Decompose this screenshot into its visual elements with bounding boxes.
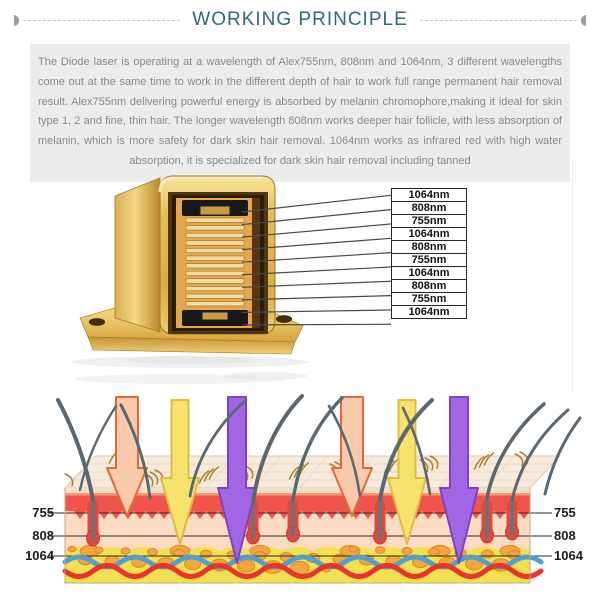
depth-label-755-right: 755 [554, 505, 576, 520]
wavelength-box: 808nm [391, 279, 467, 293]
hair-follicle [87, 499, 100, 546]
depth-label-1064-right: 1064 [554, 548, 583, 563]
hair-follicle [287, 499, 300, 542]
mounting-hole-right [277, 316, 292, 322]
hair-follicle [481, 499, 494, 543]
wavelength-box: 1064nm [391, 266, 467, 280]
laser-module-illustration [0, 168, 600, 368]
skin-diagram [0, 372, 600, 600]
wavelength-box: 755nm [391, 253, 467, 267]
depth-label-808-left: 808 [32, 528, 54, 543]
description-text: The Diode laser is operating at a wavelength of Alex755nm, 808nm and 1064nm, 3 different wavelengths come out at the same time to work in the different depth of hair to work full range permanent hair removal result. Alex755nm delivering powerful energy is absorbed by melanin chromophore,making it ideal for skin type 1, 2 and fine, thin hair. The longer wavelength 808nm works deeper hair follicle, with less absorption of melanin, which is more safety for dark skin hair removal. 1064nm works as infrared red with high water absorption, it is specialized for dark skin hair removal including tanned [38, 56, 562, 167]
wavelength-box: 808nm [391, 201, 467, 215]
depth-label-808-right: 808 [554, 528, 576, 543]
depth-label-1064-left: 1064 [25, 548, 54, 563]
wavelength-box: 808nm [391, 240, 467, 254]
hair-follicle [374, 499, 387, 544]
line-end-ornament-left-icon [14, 15, 19, 26]
description-panel [30, 44, 570, 182]
dashed-divider-right [420, 20, 577, 21]
wavelength-box: 755nm [391, 292, 467, 306]
wavelength-box-list [391, 188, 467, 319]
wavelength-box: 755nm [391, 214, 467, 228]
wavelength-box: 1064nm [391, 305, 467, 319]
module-side-face [115, 178, 160, 332]
depth-label-755-left: 755 [32, 505, 54, 520]
page-title: WORKING PRINCIPLE [192, 9, 408, 30]
hair-follicle [506, 499, 519, 540]
line-end-ornament-right-icon [581, 15, 586, 26]
wavelength-box: 1064nm [391, 227, 467, 241]
mounting-hole-left [90, 319, 105, 325]
wavelength-box: 1064nm [391, 188, 467, 202]
faint-vertical-line [572, 160, 573, 392]
dashed-divider-left [23, 20, 180, 21]
header [14, 8, 586, 32]
